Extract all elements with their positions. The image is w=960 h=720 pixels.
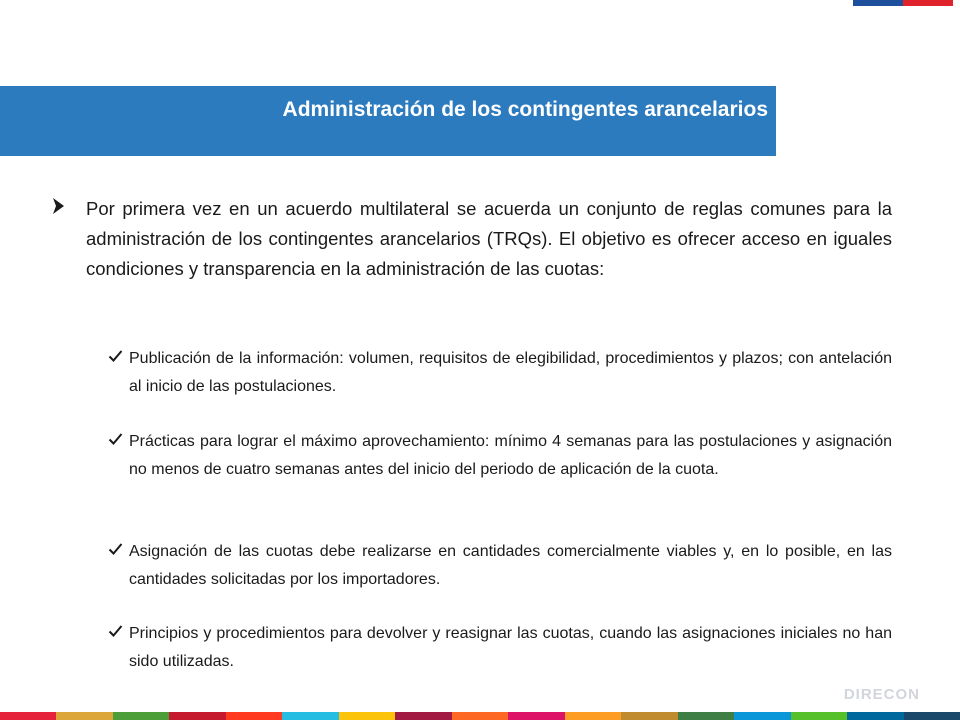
checkmark-icon: [108, 542, 123, 556]
direcon-logo: DIRECON: [843, 686, 920, 703]
strip-segment: [282, 712, 338, 720]
strip-segment: [339, 712, 395, 720]
strip-segment: [565, 712, 621, 720]
flag-blue-segment: [853, 0, 903, 6]
sub-bullet-text: Prácticas para lograr el máximo aprovechamiento: mínimo 4 semanas para las postulaciones y asignación no menos de cuatro semanas antes del inicio del periodo de aplicación de la cuota.: [129, 433, 892, 478]
strip-segment: [734, 712, 790, 720]
strip-segment: [452, 712, 508, 720]
main-bullet-text: Por primera vez en un acuerdo multilateral se acuerda un conjunto de reglas comunes para la administración de los contingentes arancelarios (TRQs). El objetivo es ofrecer acceso en iguales condiciones y transparencia en la administración de las cuotas:: [86, 198, 892, 279]
sub-bullet-text: Publicación de la información: volumen, requisitos de elegibilidad, procedimientos y plazos; con antelación al inicio de las postulaciones.: [129, 350, 892, 395]
strip-segment: [904, 712, 960, 720]
strip-segment: [113, 712, 169, 720]
strip-segment: [0, 712, 56, 720]
flag-red-segment: [903, 0, 953, 6]
strip-segment: [56, 712, 112, 720]
main-bullet: [52, 194, 892, 284]
arrow-bullet-icon: [52, 196, 66, 216]
strip-segment: [847, 712, 903, 720]
strip-segment: [621, 712, 677, 720]
sub-bullet: [108, 538, 892, 594]
title-bar: [0, 86, 776, 156]
sub-bullet: [108, 345, 892, 401]
checkmark-icon: [108, 624, 123, 638]
sub-bullet-text: Principios y procedimientos para devolver y reasignar las cuotas, cuando las asignaciones iniciales no han sido utilizadas.: [129, 625, 892, 670]
slide-title: Administración de los contingentes arancelarios: [282, 98, 768, 121]
strip-segment: [791, 712, 847, 720]
strip-segment: [169, 712, 225, 720]
strip-segment: [226, 712, 282, 720]
strip-segment: [508, 712, 564, 720]
checkmark-icon: [108, 432, 123, 446]
checkmark-icon: [108, 349, 123, 363]
strip-segment: [395, 712, 451, 720]
strip-segment: [678, 712, 734, 720]
sub-bullet: [108, 620, 892, 676]
bottom-color-strip: [0, 712, 960, 720]
sub-bullet: [108, 428, 892, 484]
sub-bullet-text: Asignación de las cuotas debe realizarse en cantidades comercialmente viables y, en lo posible, en las cantidades solicitadas por los importadores.: [129, 543, 892, 588]
flag-stripe: [853, 0, 953, 6]
